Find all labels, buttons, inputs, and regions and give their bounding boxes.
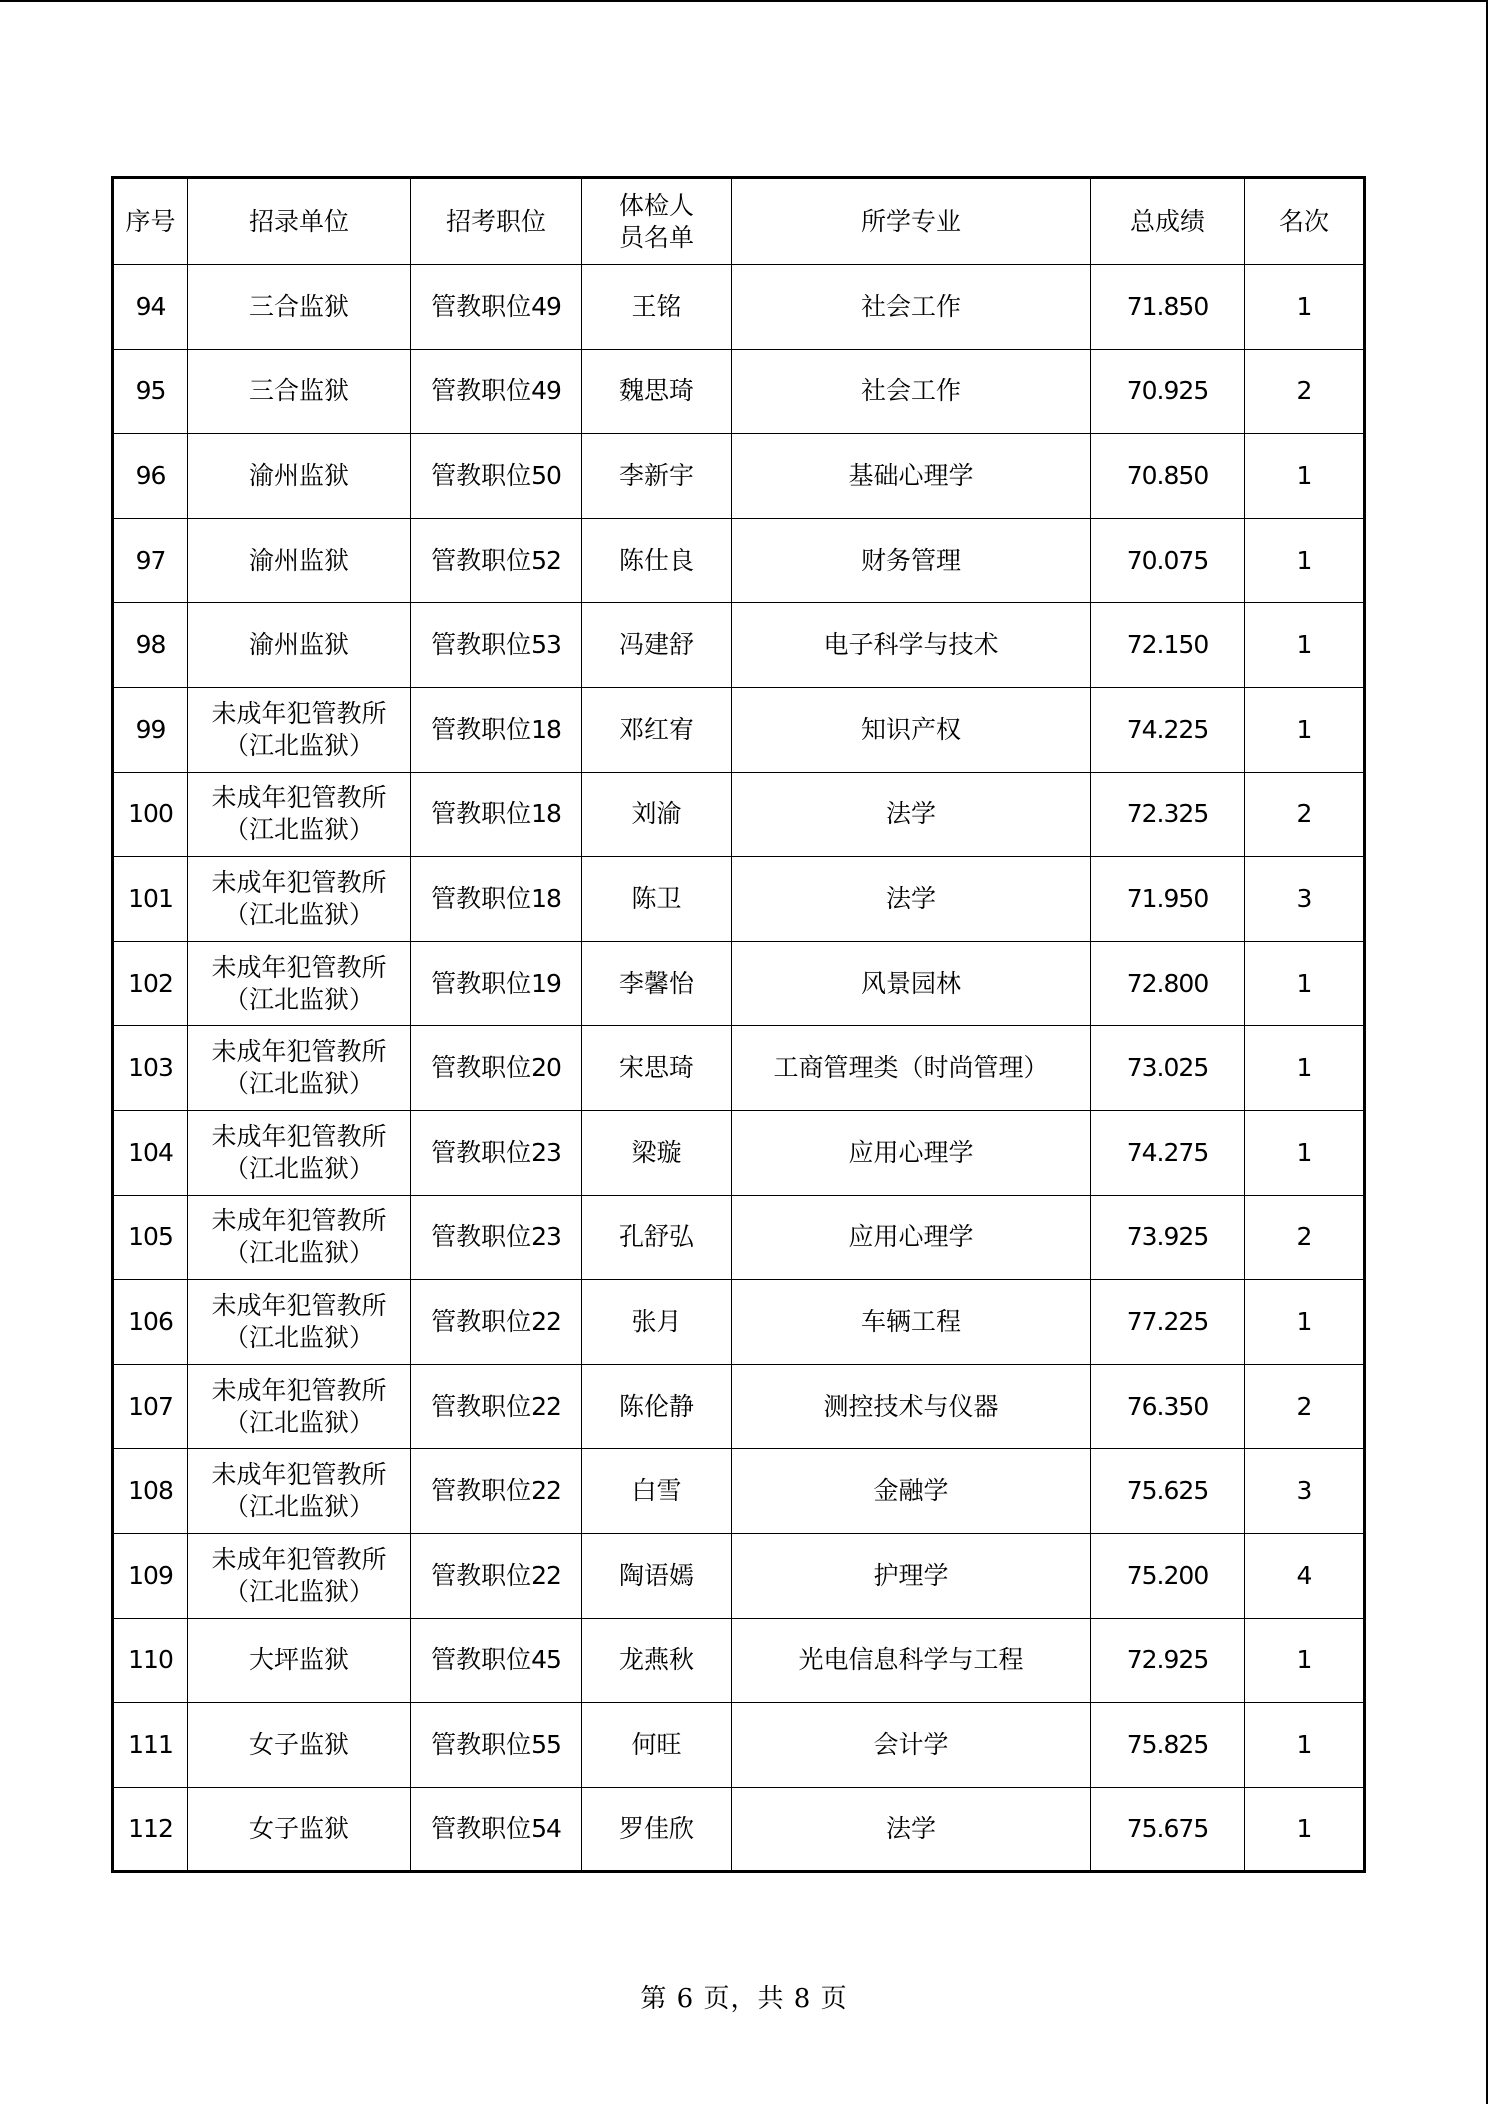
cell-seq: 106 (113, 1280, 188, 1365)
cell-name: 冯建舒 (582, 603, 732, 688)
header-score: 总成绩 (1091, 178, 1245, 265)
cell-major: 应用心理学 (732, 1110, 1091, 1195)
cell-name: 魏思琦 (582, 349, 732, 434)
cell-seq: 97 (113, 518, 188, 603)
cell-name: 宋思琦 (582, 1026, 732, 1111)
cell-seq: 102 (113, 941, 188, 1026)
cell-major: 电子科学与技术 (732, 603, 1091, 688)
cell-name: 陶语嫣 (582, 1533, 732, 1618)
cell-major: 应用心理学 (732, 1195, 1091, 1280)
cell-position: 管教职位50 (411, 434, 582, 519)
cell-position: 管教职位23 (411, 1195, 582, 1280)
cell-seq: 108 (113, 1449, 188, 1534)
cell-unit (188, 1703, 411, 1788)
cell-unit-line1: 渝州监狱 (248, 460, 349, 490)
cell-unit-line1: 未成年犯管教所 (211, 1290, 387, 1320)
cell-major: 社会工作 (732, 265, 1091, 350)
cell-unit-line1: 女子监狱 (248, 1813, 349, 1843)
cell-score: 75.625 (1091, 1449, 1245, 1534)
cell-seq: 100 (113, 772, 188, 857)
table-row (113, 1110, 1365, 1195)
cell-score: 70.925 (1091, 349, 1245, 434)
cell-rank: 1 (1245, 603, 1365, 688)
cell-unit (188, 687, 411, 772)
cell-seq: 104 (113, 1110, 188, 1195)
cell-position: 管教职位52 (411, 518, 582, 603)
cell-unit-line1: 未成年犯管教所 (211, 1460, 387, 1490)
table-body (113, 265, 1365, 1872)
cell-score: 72.325 (1091, 772, 1245, 857)
cell-major: 测控技术与仪器 (732, 1364, 1091, 1449)
cell-score: 73.025 (1091, 1026, 1245, 1111)
cell-unit-line2: （江北监狱） (223, 1407, 374, 1437)
header-name-line1: 体检人 (618, 190, 694, 220)
table-row (113, 687, 1365, 772)
cell-unit-line1: 未成年犯管教所 (211, 1544, 387, 1574)
cell-position: 管教职位55 (411, 1703, 582, 1788)
cell-unit-line2: （江北监狱） (223, 1322, 374, 1352)
cell-rank: 1 (1245, 434, 1365, 519)
cell-position: 管教职位23 (411, 1110, 582, 1195)
cell-name: 陈仕良 (582, 518, 732, 603)
cell-unit (188, 772, 411, 857)
cell-major: 社会工作 (732, 349, 1091, 434)
table-row (113, 518, 1365, 603)
cell-unit (188, 941, 411, 1026)
cell-major: 金融学 (732, 1449, 1091, 1534)
cell-unit-line1: 未成年犯管教所 (211, 1037, 387, 1067)
table-row (113, 265, 1365, 350)
cell-unit-line1: 未成年犯管教所 (211, 1206, 387, 1236)
cell-unit-line1: 三合监狱 (248, 376, 349, 406)
cell-name: 李馨怡 (582, 941, 732, 1026)
cell-name: 张月 (582, 1280, 732, 1365)
cell-seq: 107 (113, 1364, 188, 1449)
cell-rank: 1 (1245, 1618, 1365, 1703)
cell-score: 76.350 (1091, 1364, 1245, 1449)
cell-position: 管教职位20 (411, 1026, 582, 1111)
cell-unit-line1: 未成年犯管教所 (211, 1375, 387, 1405)
cell-major: 知识产权 (732, 687, 1091, 772)
table-row (113, 603, 1365, 688)
cell-unit (188, 1110, 411, 1195)
cell-unit-line2: （江北监狱） (223, 1153, 374, 1183)
cell-unit-line1: 渝州监狱 (248, 545, 349, 575)
cell-rank: 1 (1245, 518, 1365, 603)
cell-name: 梁璇 (582, 1110, 732, 1195)
cell-score: 72.150 (1091, 603, 1245, 688)
cell-unit-line1: 未成年犯管教所 (211, 1121, 387, 1151)
table-row (113, 1026, 1365, 1111)
cell-unit (188, 1364, 411, 1449)
cell-major: 光电信息科学与工程 (732, 1618, 1091, 1703)
cell-major: 护理学 (732, 1533, 1091, 1618)
cell-position: 管教职位18 (411, 687, 582, 772)
cell-score: 74.225 (1091, 687, 1245, 772)
table-row (113, 349, 1365, 434)
cell-major: 会计学 (732, 1703, 1091, 1788)
cell-position: 管教职位49 (411, 349, 582, 434)
cell-unit-line2: （江北监狱） (223, 730, 374, 760)
cell-unit-line1: 女子监狱 (248, 1729, 349, 1759)
cell-name: 陈卫 (582, 857, 732, 942)
cell-unit-line2: （江北监狱） (223, 815, 374, 845)
cell-seq: 103 (113, 1026, 188, 1111)
cell-position: 管教职位22 (411, 1449, 582, 1534)
cell-unit (188, 1618, 411, 1703)
cell-unit-line1: 未成年犯管教所 (211, 952, 387, 982)
cell-unit (188, 518, 411, 603)
table-row (113, 1280, 1365, 1365)
cell-unit (188, 1280, 411, 1365)
table-row (113, 1364, 1365, 1449)
cell-rank: 1 (1245, 1787, 1365, 1872)
cell-major: 法学 (732, 857, 1091, 942)
cell-seq: 94 (113, 265, 188, 350)
table-row (113, 434, 1365, 519)
table-header-row (113, 178, 1365, 265)
cell-position: 管教职位18 (411, 772, 582, 857)
cell-position: 管教职位53 (411, 603, 582, 688)
cell-score: 70.850 (1091, 434, 1245, 519)
results-table-container (111, 176, 1363, 1873)
cell-name: 龙燕秋 (582, 1618, 732, 1703)
cell-name: 邓红宥 (582, 687, 732, 772)
cell-score: 74.275 (1091, 1110, 1245, 1195)
cell-seq: 98 (113, 603, 188, 688)
cell-score: 73.925 (1091, 1195, 1245, 1280)
cell-rank: 1 (1245, 1026, 1365, 1111)
cell-rank: 1 (1245, 1110, 1365, 1195)
cell-seq: 101 (113, 857, 188, 942)
table-row (113, 1533, 1365, 1618)
header-position: 招考职位 (411, 178, 582, 265)
cell-unit (188, 1195, 411, 1280)
cell-position: 管教职位19 (411, 941, 582, 1026)
cell-unit (188, 1533, 411, 1618)
cell-unit-line2: （江北监狱） (223, 1069, 374, 1099)
cell-score: 75.200 (1091, 1533, 1245, 1618)
cell-seq: 109 (113, 1533, 188, 1618)
header-name-line2: 员名单 (618, 222, 694, 252)
header-unit: 招录单位 (188, 178, 411, 265)
cell-name: 何旺 (582, 1703, 732, 1788)
cell-unit-line2: （江北监狱） (223, 984, 374, 1014)
cell-unit (188, 434, 411, 519)
table-row (113, 857, 1365, 942)
cell-rank: 2 (1245, 772, 1365, 857)
table-row (113, 1449, 1365, 1534)
cell-score: 75.825 (1091, 1703, 1245, 1788)
cell-score: 72.800 (1091, 941, 1245, 1026)
cell-rank: 1 (1245, 265, 1365, 350)
cell-major: 工商管理类（时尚管理） (732, 1026, 1091, 1111)
cell-name: 罗佳欣 (582, 1787, 732, 1872)
cell-seq: 111 (113, 1703, 188, 1788)
cell-score: 71.950 (1091, 857, 1245, 942)
cell-unit (188, 1449, 411, 1534)
cell-unit-line1: 渝州监狱 (248, 630, 349, 660)
cell-name: 王铭 (582, 265, 732, 350)
cell-unit-line1: 未成年犯管教所 (211, 698, 387, 728)
cell-position: 管教职位22 (411, 1280, 582, 1365)
table-row (113, 1787, 1365, 1872)
cell-rank: 2 (1245, 349, 1365, 434)
cell-score: 75.675 (1091, 1787, 1245, 1872)
cell-unit (188, 349, 411, 434)
cell-rank: 1 (1245, 687, 1365, 772)
cell-name: 孔舒弘 (582, 1195, 732, 1280)
cell-position: 管教职位22 (411, 1533, 582, 1618)
cell-rank: 2 (1245, 1364, 1365, 1449)
cell-unit (188, 265, 411, 350)
cell-seq: 105 (113, 1195, 188, 1280)
cell-unit (188, 1787, 411, 1872)
cell-position: 管教职位18 (411, 857, 582, 942)
cell-name: 陈伦静 (582, 1364, 732, 1449)
table-row (113, 1618, 1365, 1703)
cell-major: 法学 (732, 1787, 1091, 1872)
cell-score: 71.850 (1091, 265, 1245, 350)
cell-unit-line2: （江北监狱） (223, 1238, 374, 1268)
cell-seq: 99 (113, 687, 188, 772)
page-footer: 第 6 页，共 8 页 (640, 1984, 848, 2014)
physical-exam-list-table (111, 176, 1366, 1873)
cell-unit-line1: 未成年犯管教所 (211, 783, 387, 813)
cell-seq: 95 (113, 349, 188, 434)
cell-unit-line1: 三合监狱 (248, 291, 349, 321)
cell-unit (188, 603, 411, 688)
cell-name: 刘渝 (582, 772, 732, 857)
cell-position: 管教职位22 (411, 1364, 582, 1449)
cell-seq: 96 (113, 434, 188, 519)
table-row (113, 772, 1365, 857)
cell-major: 车辆工程 (732, 1280, 1091, 1365)
cell-rank: 1 (1245, 1703, 1365, 1788)
cell-unit (188, 857, 411, 942)
header-major: 所学专业 (732, 178, 1091, 265)
cell-major: 法学 (732, 772, 1091, 857)
header-rank: 名次 (1245, 178, 1365, 265)
cell-unit-line1: 大坪监狱 (248, 1645, 349, 1675)
cell-rank: 3 (1245, 1449, 1365, 1534)
cell-unit-line2: （江北监狱） (223, 899, 374, 929)
cell-rank: 1 (1245, 941, 1365, 1026)
cell-major: 财务管理 (732, 518, 1091, 603)
cell-unit-line2: （江北监狱） (223, 1492, 374, 1522)
cell-unit-line1: 未成年犯管教所 (211, 867, 387, 897)
table-row (113, 1195, 1365, 1280)
cell-rank: 1 (1245, 1280, 1365, 1365)
header-seq: 序号 (113, 178, 188, 265)
cell-name: 白雪 (582, 1449, 732, 1534)
table-row (113, 1703, 1365, 1788)
cell-rank: 2 (1245, 1195, 1365, 1280)
cell-score: 72.925 (1091, 1618, 1245, 1703)
cell-unit-line2: （江北监狱） (223, 1576, 374, 1606)
cell-seq: 112 (113, 1787, 188, 1872)
cell-rank: 4 (1245, 1533, 1365, 1618)
cell-major: 风景园林 (732, 941, 1091, 1026)
cell-seq: 110 (113, 1618, 188, 1703)
cell-score: 70.075 (1091, 518, 1245, 603)
cell-name: 李新宇 (582, 434, 732, 519)
cell-major: 基础心理学 (732, 434, 1091, 519)
cell-position: 管教职位49 (411, 265, 582, 350)
header-name (582, 178, 732, 265)
cell-position: 管教职位45 (411, 1618, 582, 1703)
cell-score: 77.225 (1091, 1280, 1245, 1365)
cell-position: 管教职位54 (411, 1787, 582, 1872)
cell-rank: 3 (1245, 857, 1365, 942)
table-row (113, 941, 1365, 1026)
cell-unit (188, 1026, 411, 1111)
